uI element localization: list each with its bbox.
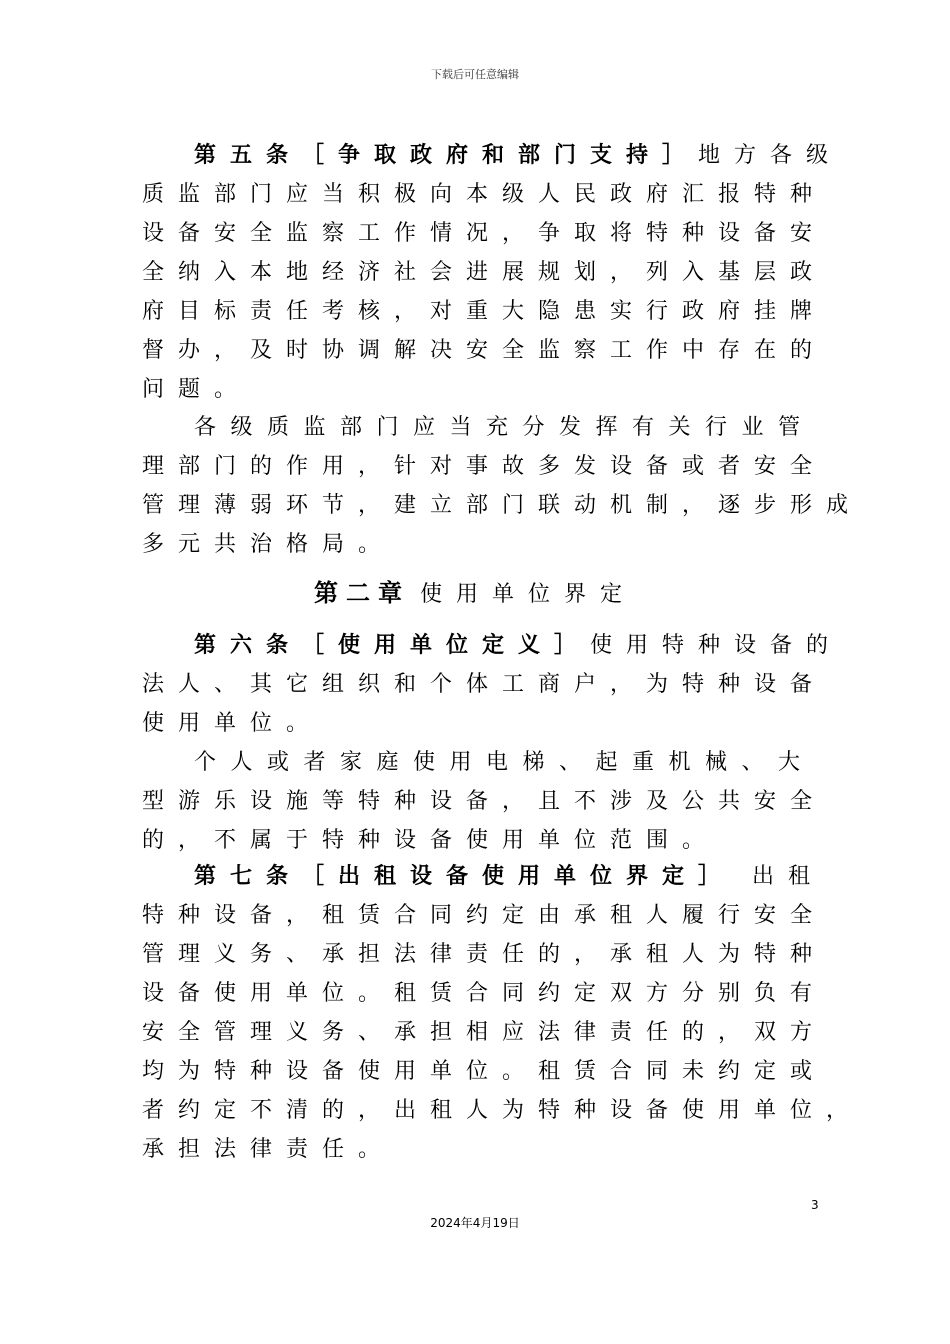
article-5-line-1: 第五条［争取政府和部门支持］地方各级: [194, 143, 843, 168]
paragraph-2-line-2: 理部门的作用，针对事故多发设备或者安全: [142, 454, 827, 479]
chapter-number: 第二章: [313, 579, 410, 607]
paragraph-3-line-3: 的，不属于特种设备使用单位范围。: [142, 828, 719, 853]
page-number: 3: [811, 1198, 819, 1212]
paragraph-2-line-4: 多元共治格局。: [142, 532, 395, 557]
chapter-heading: [0, 574, 950, 614]
article-5-line-2: 质监部门应当积极向本级人民政府汇报特种: [142, 182, 827, 207]
article-5-line-7: 问题。: [142, 377, 251, 402]
article-7-line-6: 均为特种设备使用单位。租赁合同未约定或: [142, 1059, 827, 1084]
paragraph-2-line-3: 管理薄弱环节，建立部门联动机制，逐步形成: [142, 493, 863, 518]
paragraph-2-line-1: 各级质监部门应当充分发挥有关行业管: [194, 415, 814, 440]
article-6-line-3: 使用单位。: [142, 711, 323, 736]
article-5-line-3: 设备安全监察工作情况，争取将特种设备安: [142, 221, 827, 246]
article-7-line-2: 特种设备，租赁合同约定由承租人履行安全: [142, 903, 827, 928]
article-7-title: 第七条［出租设备使用单位界定］: [194, 864, 735, 889]
page-header: 下载后可任意编辑: [431, 68, 519, 81]
paragraph-3-line-1: 个人或者家庭使用电梯、起重机械、大: [194, 750, 814, 775]
article-7-line-5: 安全管理义务、承担相应法律责任的，双方: [142, 1020, 827, 1045]
chapter-name: 使用单位界定: [419, 582, 636, 607]
paragraph-3-line-2: 型游乐设施等特种设备，且不涉及公共安全: [142, 789, 827, 814]
article-7-line-1: 第七条［出租设备使用单位界定］ 出租: [194, 864, 825, 889]
article-5-title: 第五条［争取政府和部门支持］: [194, 143, 699, 168]
article-6-line-1: 第六条［使用单位定义］使用特种设备的: [194, 633, 843, 658]
article-5-line-6: 督办，及时协调解决安全监察工作中存在的: [142, 338, 827, 363]
article-6-title: 第六条［使用单位定义］: [194, 633, 591, 658]
article-5-line-5: 府目标责任考核，对重大隐患实行政府挂牌: [142, 299, 827, 324]
article-7-line-7: 者约定不清的，出租人为特种设备使用单位，: [142, 1098, 863, 1123]
article-7-line-4: 设备使用单位。租赁合同约定双方分别负有: [142, 981, 827, 1006]
article-6-line-2: 法人、其它组织和个体工商户，为特种设备: [142, 672, 827, 697]
article-5-line-4: 全纳入本地经济社会进展规划，列入基层政: [142, 260, 827, 285]
article-7-line-3: 管理义务、承担法律责任的，承租人为特种: [142, 942, 827, 967]
article-7-line-8: 承担法律责任。: [142, 1137, 395, 1162]
page-footer-date: 2024年4月19日: [430, 1216, 520, 1230]
